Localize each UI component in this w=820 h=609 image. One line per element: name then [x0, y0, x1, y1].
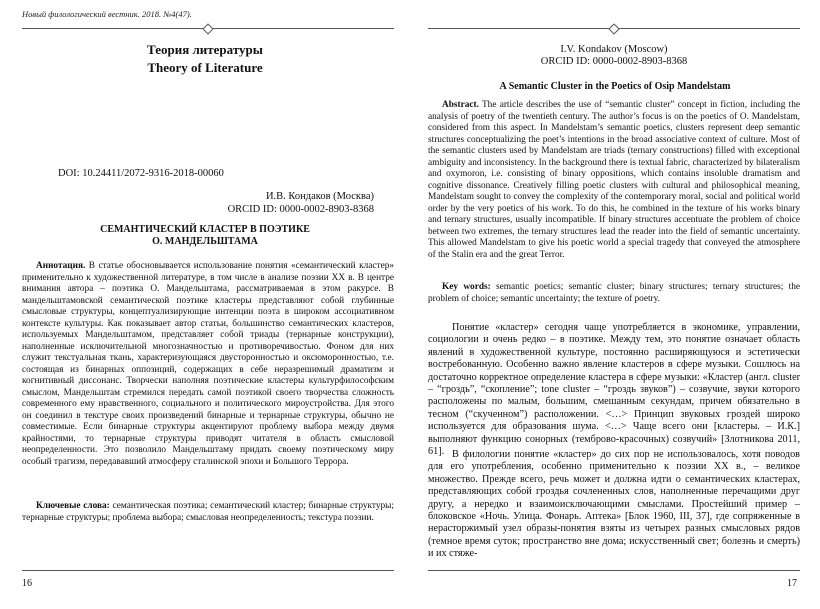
abstract-en [428, 100, 800, 261]
keywords-en [428, 282, 800, 305]
keywords-label-en: Key words: [442, 282, 491, 292]
right-page [410, 0, 820, 609]
keywords-text-en: semantic poetics; semantic cluster; binary structures; ternary structures; the problem of choice; semantic uncertainty; the texture of poetry. [428, 282, 800, 304]
header-divider [22, 28, 394, 29]
section-title-en: Theory of Literature [147, 60, 263, 75]
abstract-label: Аннотация. [36, 261, 86, 271]
page-number-right: 17 [787, 578, 797, 589]
keywords-ru [22, 501, 394, 524]
abstract-label-en: Abstract. [442, 100, 479, 110]
divider-ornament-icon [608, 23, 619, 34]
author-name-en: I.V. Kondakov (Moscow) [560, 44, 668, 55]
section-title-ru: Теория литературы [147, 42, 263, 57]
keywords-text: семантическая поэтика; семантический кластер; бинарные структуры; тернарные структуры; проблема выбора; смысловая неопределенность; текстура поэзии. [22, 501, 394, 523]
journal-header: Новый филологический вестник. 2018. №4(47). [22, 9, 192, 19]
footer-divider-right [428, 570, 800, 571]
abstract-text: В статье обосновывается использование понятия «семантический кластер» применительно к художественной литературе, в том числе в анализе поэзии XX в. В центре внимания автора – поэтика О. Мандельштама, рассматриваемая в этом ракурсе. В мандельштамовской семантической поэтике кластеры представляют собой глубинные смысловые структуры, концептуализирующие интенции поэта в широком ассоциативном контексте культуры. Как показывает автор статьи, большинство семантических кластеров, используемых Мандельштамом, представляет собой триады (тернарные конструкции), наполненные исключительной многозначностью и противоречивостью. Фоном для них служит текстуальная ткань, характеризующаяся двусторонностью и оксюморонностью, т.е. состоящая из бинарных оппозиций, содержащих в себе неразрешимый драматизм и когнитивный диссонанс. Творчески наполняя поэтические кластеры культурфилософским смыслом, Мандельштам стремился передать самой поэтикой своего творчества сложность современного ему нравственного, социального и политического мироустройства. Для этого он соединил в текстуре своих произведений бинарные и тернарные структуры, обычно не совместимые. Если бинарные структуры акцентируют проблему выбора между двумя крайностями, то тернарные структуры приводят читателя в область смысловой неопределенности. Это позволило Мандельштаму придать своему поэтическому миру особый трагизм, передававший атмосферу сталинской эпохи и Большого Террора. [22, 261, 394, 467]
author-name: И.В. Кондаков (Москва) [265, 191, 374, 202]
paper-title-en: A Semantic Cluster in the Poetics of Osip Mandelstam [499, 81, 731, 92]
header-divider-right [428, 28, 800, 29]
paper-title-line1: СЕМАНТИЧЕСКИЙ КЛАСТЕР В ПОЭТИКЕ [100, 224, 310, 235]
paper-title-line2: О. МАНДЕЛЬШТАМА [152, 236, 258, 247]
body-paragraph-2: В филологии понятие «кластер» до сих пор не использовалось, хотя поводов для его употребления, особенно применительно к поэзии XX в., – великое множество. Прежде всего, речь может и должна идти о семантических кластерах, представляющих собой гроздья сочлененных слов, наполненные перечащими друг другу, а нередко и взаимоисключающими смыслами. Простейший пример – блоковское «Ночь. Улица. Фонарь. Аптека» [Блок 1960, III, 37], где сопряженные в нерасторжимый узел образы-понятия взяты из четырех разных смысловых рядов (темное время суток; пространство вне дома; искусственный свет; болезнь и смерть) и их стяже- [428, 449, 800, 560]
abstract-ru [22, 261, 394, 468]
divider-ornament-icon [202, 23, 213, 34]
keywords-label: Ключевые слова: [36, 501, 110, 511]
author-orcid: ORCID ID: 0000-0002-8903-8368 [227, 204, 374, 215]
footer-divider [22, 570, 394, 571]
body-paragraph-1: Понятие «кластер» сегодня чаще употребляется в экономике, управлении, социологии и очень редко – в поэтике. Между тем, это понятие означает область явлений в художественной культуре, постоянно расширяющуюся и эстетически востребованную. Особенно важно явление кластеров в сфере музыки. Сошлюсь на достаточно корректное определение кластера в сфере музыки: «Кластер (англ. cluster – “гроздь”, “скопление”; tone cluster – “гроздь звуков”) – созвучие, звуки которого расположены по малым, большим, смешанным секундам, причем обязательно в тесном (“скученном”) расположении. <…> Принцип звуковых гроздей широко используется для образования шума. <…> Чаще всего они [кластеры. – И.К.] выполняют функцию сонорных (темброво-красочных) созвучий» [Злотникова 2011, 61]. [428, 322, 800, 458]
doi: DOI: 10.24411/2072-9316-2018-00060 [58, 168, 224, 179]
author-orcid-en: ORCID ID: 0000-0002-8903-8368 [540, 56, 688, 67]
abstract-text-en: The article describes the use of “semantic cluster” concept in fiction, including the analysis of poetry of the twentieth century. The author’s focus is on the poetics of O. Mandelstam, considered from this aspect. In Mandelstam’s semantic poetics, clusters represent deep semantic structures conceptualizing the poet’s intentions in the broad associative context of culture. Most of the semantic clusters used by Mandelstam are triads (ternary constructions) filled with exceptional ambiguity and inconsistency. In the background there is textual fabric, characterized by bilateralism and oxymoron, i.e. consisting of binary oppositions, which contains insoluble dramatism and cognitive dissonance. Creatively filling poetic clusters with cultural and philosophical meaning, Mandelstam sought to convey the complexity of the contemporary moral, social and political world order by the very poetics of his work. To do this, he combined in the texture of his works binary and ternary structures, usually incompatible. If binary structures accentuate the problem of choice between two extremes, the ternary structures lead the reader into the field of semantic uncertainty. This allowed Mandelstam to give his poetic world a special tragedy that conveyed the atmosphere of the Stalin era and the great Terror. [428, 100, 800, 260]
page-number-left: 16 [22, 578, 32, 589]
